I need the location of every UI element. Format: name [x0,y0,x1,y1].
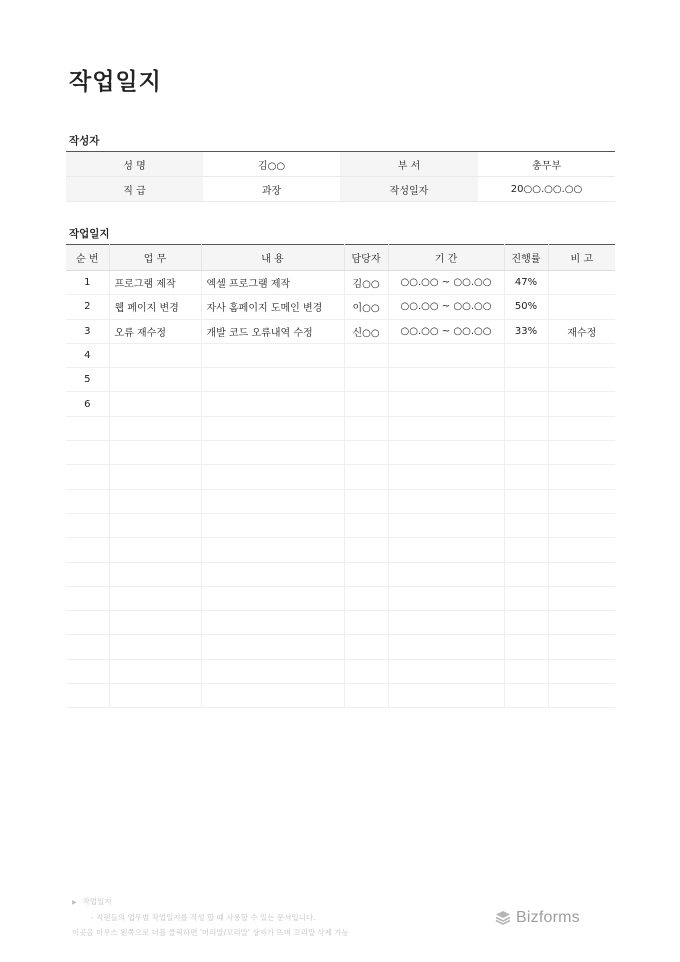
cell-progress[interactable]: 50% [504,295,548,319]
table-row [66,271,615,295]
cell-seq[interactable]: 1 [66,271,109,295]
cell-content[interactable] [201,489,344,513]
cell-progress[interactable] [504,416,548,440]
cell-task[interactable] [109,343,201,367]
cell-content[interactable] [201,465,344,489]
table-row [66,368,615,392]
cell-content[interactable] [201,513,344,537]
table-row [66,635,615,659]
cell-seq[interactable] [66,538,109,562]
cell-period[interactable] [388,659,504,683]
cell-notes[interactable] [548,635,615,659]
cell-progress[interactable] [504,368,548,392]
cell-task[interactable] [109,611,201,635]
dept-value[interactable]: 총무부 [478,152,615,177]
table-row [66,489,615,513]
cell-notes[interactable] [548,489,615,513]
cell-progress[interactable] [504,538,548,562]
cell-content[interactable] [201,586,344,610]
cell-task[interactable] [109,392,201,416]
cell-task[interactable] [109,489,201,513]
cell-notes[interactable] [548,513,615,537]
cell-seq[interactable]: 2 [66,295,109,319]
cell-seq[interactable] [66,513,109,537]
cell-progress[interactable] [504,684,548,708]
cell-period[interactable] [388,611,504,635]
cell-assignee[interactable] [344,441,388,465]
cell-content[interactable]: 개발 코드 오류내역 수정 [201,319,344,343]
cell-seq[interactable]: 3 [66,319,109,343]
table-row [66,538,615,562]
cell-notes[interactable] [548,343,615,367]
cell-period[interactable] [388,441,504,465]
cell-content[interactable] [201,343,344,367]
cell-period[interactable] [388,489,504,513]
cell-notes[interactable] [548,465,615,489]
cell-notes[interactable] [548,659,615,683]
work-section-label: 작업일지 [69,228,110,240]
cell-assignee[interactable]: 신○○ [344,319,388,343]
cell-content[interactable] [201,635,344,659]
cell-assignee[interactable] [344,343,388,367]
table-row [66,441,615,465]
cell-assignee[interactable] [344,562,388,586]
cell-period[interactable]: ○○.○○ ~ ○○.○○ [388,295,504,319]
table-row [66,295,615,319]
cell-period[interactable] [388,538,504,562]
cell-task[interactable] [109,538,201,562]
cell-task[interactable] [109,465,201,489]
author-info-table [66,151,615,202]
cell-assignee[interactable] [344,392,388,416]
table-row [66,465,615,489]
table-row [66,513,615,537]
header-content: 내 용 [201,245,344,271]
cell-seq[interactable] [66,586,109,610]
cell-assignee[interactable]: 김○○ [344,271,388,295]
cell-notes[interactable] [548,368,615,392]
cell-period[interactable] [388,392,504,416]
cell-seq[interactable] [66,659,109,683]
cell-assignee[interactable] [344,586,388,610]
name-value[interactable]: 김○○ [203,152,340,177]
cell-progress[interactable]: 47% [504,271,548,295]
footer-line-1: - 직원들의 업무별 작업일지를 작성 할 때 사용할 수 있는 문서입니다. [91,913,316,922]
cell-content[interactable] [201,368,344,392]
table-row [66,343,615,367]
footer-note [72,894,349,940]
header-notes: 비 고 [548,245,615,271]
bizforms-logo [494,909,580,927]
table-row [66,416,615,440]
cell-progress[interactable] [504,611,548,635]
cell-progress[interactable] [504,441,548,465]
triangle-bullet-icon: ▶ [72,899,77,906]
cell-notes[interactable] [548,562,615,586]
logo-text: Bizforms [516,909,580,926]
cell-content[interactable] [201,684,344,708]
cell-notes[interactable] [548,538,615,562]
table-row [66,392,615,416]
footer-title-line [72,894,349,910]
cell-assignee[interactable] [344,416,388,440]
footer-line-2: 이곳을 마우스 왼쪽으로 더블 클릭하면 '머리말/꼬리말' 상자가 뜨며 꼬리말 삭제 가능 [72,928,349,937]
date-label: 작성일자 [340,177,478,202]
cell-seq[interactable]: 6 [66,392,109,416]
cell-task[interactable] [109,684,201,708]
cell-assignee[interactable] [344,538,388,562]
cell-period[interactable] [388,513,504,537]
footer-title: 작업일지 [82,897,112,906]
cell-seq[interactable]: 5 [66,368,109,392]
cell-seq[interactable] [66,489,109,513]
cell-period[interactable] [388,416,504,440]
cell-period[interactable] [388,562,504,586]
table-row [66,611,615,635]
cell-period[interactable] [388,343,504,367]
cell-content[interactable]: 자사 홈페이지 도메인 변경 [201,295,344,319]
cell-content[interactable] [201,441,344,465]
cell-assignee[interactable] [344,635,388,659]
cell-period[interactable] [388,586,504,610]
header-assignee: 담당자 [344,245,388,271]
author-row-rank-date [66,177,615,202]
cell-seq[interactable] [66,611,109,635]
dept-label: 부 서 [340,152,478,177]
cell-content[interactable] [201,659,344,683]
cell-period[interactable] [388,465,504,489]
cell-content[interactable] [201,562,344,586]
cell-progress[interactable] [504,513,548,537]
header-progress: 진행률 [504,245,548,271]
cell-notes[interactable] [548,586,615,610]
author-row-name-dept [66,152,615,177]
cell-task[interactable] [109,659,201,683]
cell-seq[interactable] [66,562,109,586]
cell-assignee[interactable] [344,368,388,392]
cell-task[interactable]: 프로그램 제작 [109,271,201,295]
table-row [66,562,615,586]
cell-assignee[interactable]: 이○○ [344,295,388,319]
cell-task[interactable] [109,635,201,659]
cell-progress[interactable] [504,489,548,513]
cell-task[interactable]: 오류 재수정 [109,319,201,343]
cell-seq[interactable] [66,441,109,465]
cell-seq[interactable] [66,465,109,489]
cell-assignee[interactable] [344,489,388,513]
cell-content[interactable] [201,538,344,562]
table-row [66,659,615,683]
cell-task[interactable] [109,513,201,537]
cell-period[interactable] [388,684,504,708]
cell-task[interactable] [109,416,201,440]
work-table-header-row [66,245,615,271]
header-seq: 순 번 [66,245,109,271]
cell-period[interactable] [388,368,504,392]
page-title: 작업일지 [69,69,162,95]
cell-content[interactable] [201,416,344,440]
cell-progress[interactable] [504,586,548,610]
cell-content[interactable]: 엑셀 프로그램 제작 [201,271,344,295]
cell-assignee[interactable] [344,611,388,635]
cell-progress[interactable] [504,392,548,416]
cell-assignee[interactable] [344,465,388,489]
cell-notes[interactable] [548,684,615,708]
table-row [66,684,615,708]
cell-period[interactable]: ○○.○○ ~ ○○.○○ [388,271,504,295]
cell-notes[interactable] [548,611,615,635]
cell-assignee[interactable] [344,659,388,683]
cell-task[interactable]: 웹 페이지 변경 [109,295,201,319]
cell-task[interactable] [109,562,201,586]
cell-task[interactable] [109,586,201,610]
cell-task[interactable] [109,368,201,392]
cell-progress[interactable] [504,562,548,586]
cell-period[interactable]: ○○.○○ ~ ○○.○○ [388,319,504,343]
name-label: 성 명 [66,152,203,177]
cell-assignee[interactable] [344,513,388,537]
cell-seq[interactable] [66,635,109,659]
cell-progress[interactable] [504,635,548,659]
cell-seq[interactable] [66,416,109,440]
cell-content[interactable] [201,611,344,635]
cell-notes[interactable] [548,295,615,319]
cell-progress[interactable] [504,659,548,683]
cell-content[interactable] [201,392,344,416]
rank-value[interactable]: 과장 [203,177,340,202]
header-task: 업 무 [109,245,201,271]
cell-seq[interactable]: 4 [66,343,109,367]
cell-notes[interactable] [548,271,615,295]
cell-notes[interactable]: 재수정 [548,319,615,343]
work-table-body [66,271,615,708]
cell-notes[interactable] [548,441,615,465]
cell-progress[interactable]: 33% [504,319,548,343]
table-row [66,319,615,343]
header-period: 기 간 [388,245,504,271]
table-row [66,586,615,610]
cell-period[interactable] [388,635,504,659]
cell-task[interactable] [109,441,201,465]
rank-label: 직 급 [66,177,203,202]
author-section-label: 작성자 [69,135,100,147]
stacked-layers-icon [494,909,512,927]
cell-notes[interactable] [548,416,615,440]
cell-seq[interactable] [66,684,109,708]
cell-assignee[interactable] [344,684,388,708]
cell-progress[interactable] [504,343,548,367]
work-log-table [66,244,615,708]
cell-notes[interactable] [548,392,615,416]
date-value[interactable]: 20○○.○○.○○ [478,177,615,202]
cell-progress[interactable] [504,465,548,489]
